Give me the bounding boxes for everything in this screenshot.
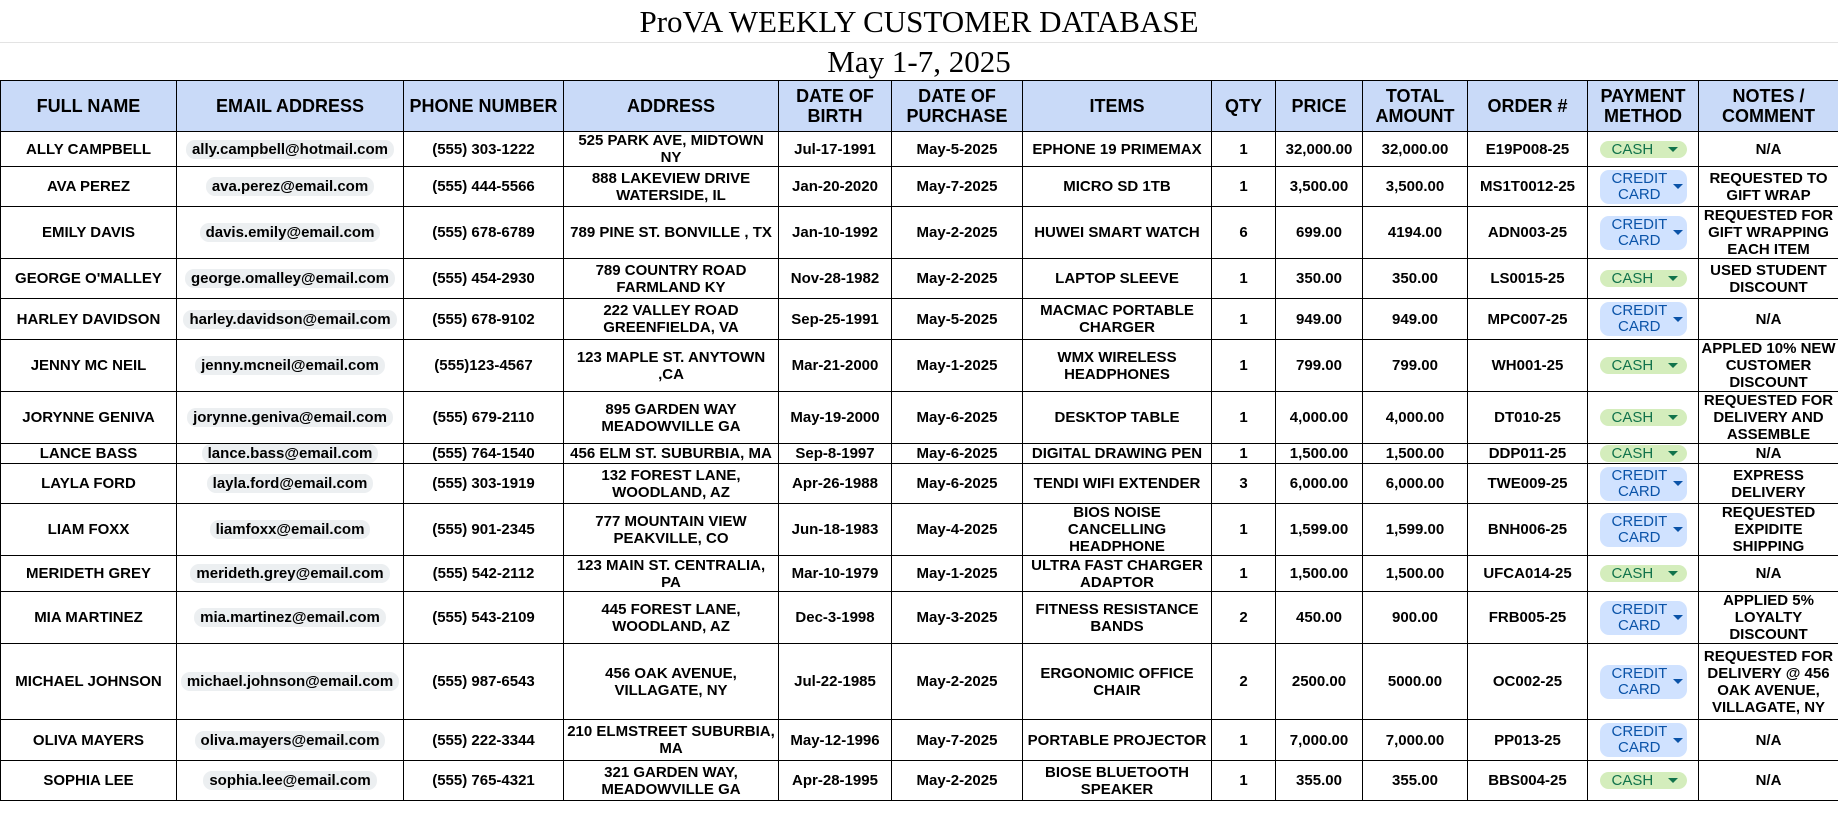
cell-phone[interactable]: (555) 764-1540 bbox=[404, 444, 564, 464]
payment-dropdown[interactable] bbox=[1600, 141, 1687, 158]
cell-qty[interactable]: 6 bbox=[1212, 207, 1276, 259]
cell-total-amount[interactable]: 1,500.00 bbox=[1363, 444, 1468, 464]
cell-price[interactable]: 3,500.00 bbox=[1276, 167, 1363, 207]
cell-payment-method[interactable] bbox=[1588, 464, 1699, 504]
cell-phone[interactable]: (555)123-4567 bbox=[404, 340, 564, 392]
cell-total-amount[interactable]: 32,000.00 bbox=[1363, 132, 1468, 167]
cell-payment-method[interactable] bbox=[1588, 392, 1699, 444]
payment-label: CREDIT CARD bbox=[1611, 723, 1668, 756]
payment-label: CREDIT CARD bbox=[1611, 215, 1668, 249]
cell-price[interactable]: 1,500.00 bbox=[1276, 556, 1363, 592]
cell-payment-method[interactable] bbox=[1588, 444, 1699, 464]
cell-address[interactable]: 789 COUNTRY ROAD FARMLAND KY bbox=[564, 259, 779, 299]
cell-phone[interactable]: (555) 987-6543 bbox=[404, 644, 564, 720]
cell-qty[interactable]: 1 bbox=[1212, 392, 1276, 444]
cell-order-number[interactable]: BBS004-25 bbox=[1468, 761, 1588, 801]
cell-date-of-birth[interactable]: Mar-21-2000 bbox=[779, 340, 892, 392]
cell-order-number[interactable]: MS1T0012-25 bbox=[1468, 167, 1588, 207]
cell-items[interactable]: PORTABLE PROJECTOR bbox=[1023, 720, 1212, 761]
cell-qty[interactable]: 1 bbox=[1212, 340, 1276, 392]
dropdown-arrow-icon[interactable] bbox=[1673, 230, 1683, 235]
cell-qty[interactable]: 2 bbox=[1212, 592, 1276, 644]
table-row bbox=[1, 504, 1838, 556]
dropdown-arrow-icon[interactable] bbox=[1668, 451, 1678, 456]
cell-email[interactable] bbox=[177, 392, 404, 444]
cell-order-number[interactable]: DDP011-25 bbox=[1468, 444, 1588, 464]
cell-price[interactable]: 699.00 bbox=[1276, 207, 1363, 259]
cell-address[interactable]: 123 MAPLE ST. ANYTOWN ,CA bbox=[564, 340, 779, 392]
email-chip[interactable]: jenny.mcneil@email.com bbox=[195, 356, 385, 375]
cell-price[interactable]: 799.00 bbox=[1276, 340, 1363, 392]
cell-phone[interactable]: (555) 444-5566 bbox=[404, 167, 564, 207]
payment-label: CREDIT CARD bbox=[1611, 512, 1668, 546]
cell-date-of-purchase[interactable]: May-7-2025 bbox=[892, 167, 1023, 207]
payment-dropdown[interactable] bbox=[1600, 665, 1687, 699]
cell-email[interactable] bbox=[177, 207, 404, 259]
cell-notes[interactable]: EXPRESS DELIVERY bbox=[1699, 464, 1838, 504]
cell-date-of-birth[interactable]: Apr-26-1988 bbox=[779, 464, 892, 504]
cell-total-amount[interactable]: 949.00 bbox=[1363, 299, 1468, 340]
payment-label: CREDIT CARD bbox=[1611, 302, 1668, 335]
cell-full-name[interactable]: MIA MARTINEZ bbox=[1, 592, 177, 644]
cell-notes[interactable]: N/A bbox=[1699, 444, 1838, 464]
cell-total-amount[interactable]: 3,500.00 bbox=[1363, 167, 1468, 207]
payment-dropdown[interactable] bbox=[1600, 772, 1687, 789]
cell-full-name[interactable]: JORYNNE GENIVA bbox=[1, 392, 177, 444]
payment-dropdown[interactable] bbox=[1600, 467, 1687, 501]
cell-notes[interactable]: REQUESTED FOR DELIVERY AND ASSEMBLE bbox=[1699, 392, 1838, 444]
cell-items[interactable]: LAPTOP SLEEVE bbox=[1023, 259, 1212, 299]
table-row bbox=[1, 392, 1838, 444]
cell-qty[interactable]: 2 bbox=[1212, 644, 1276, 720]
cell-email[interactable] bbox=[177, 592, 404, 644]
email-chip[interactable]: merideth.grey@email.com bbox=[190, 564, 389, 583]
email-chip[interactable]: davis.emily@email.com bbox=[200, 223, 381, 242]
table-row bbox=[1, 592, 1838, 644]
cell-total-amount[interactable]: 1,500.00 bbox=[1363, 556, 1468, 592]
cell-qty[interactable]: 1 bbox=[1212, 504, 1276, 556]
cell-price[interactable]: 4,000.00 bbox=[1276, 392, 1363, 444]
header-total-amount[interactable]: TOTAL AMOUNT bbox=[1363, 81, 1468, 132]
payment-dropdown[interactable] bbox=[1600, 513, 1687, 547]
email-chip[interactable]: ally.campbell@hotmail.com bbox=[186, 140, 394, 159]
cell-date-of-purchase[interactable]: May-2-2025 bbox=[892, 259, 1023, 299]
cell-date-of-birth[interactable]: Jan-10-1992 bbox=[779, 207, 892, 259]
header-price[interactable]: PRICE bbox=[1276, 81, 1363, 132]
dropdown-arrow-icon[interactable] bbox=[1673, 317, 1683, 322]
header-items[interactable]: ITEMS bbox=[1023, 81, 1212, 132]
cell-date-of-purchase[interactable]: May-2-2025 bbox=[892, 644, 1023, 720]
cell-notes[interactable]: REQUESTED FOR DELIVERY @ 456 OAK AVENUE, VILLAGATE, NY bbox=[1699, 644, 1838, 720]
cell-date-of-birth[interactable]: Jul-17-1991 bbox=[779, 132, 892, 167]
cell-notes[interactable]: N/A bbox=[1699, 299, 1838, 340]
table-row bbox=[1, 444, 1838, 464]
cell-email[interactable] bbox=[177, 132, 404, 167]
cell-email[interactable] bbox=[177, 444, 404, 464]
cell-items[interactable]: TENDI WIFI EXTENDER bbox=[1023, 464, 1212, 504]
email-chip[interactable]: sophia.lee@email.com bbox=[203, 771, 376, 790]
cell-order-number[interactable]: E19P008-25 bbox=[1468, 132, 1588, 167]
payment-label: CASH bbox=[1611, 140, 1654, 158]
cell-qty[interactable]: 1 bbox=[1212, 720, 1276, 761]
cell-price[interactable]: 7,000.00 bbox=[1276, 720, 1363, 761]
cell-price[interactable]: 6,000.00 bbox=[1276, 464, 1363, 504]
cell-email[interactable] bbox=[177, 504, 404, 556]
cell-total-amount[interactable]: 900.00 bbox=[1363, 592, 1468, 644]
cell-price[interactable]: 355.00 bbox=[1276, 761, 1363, 801]
cell-full-name[interactable]: LIAM FOXX bbox=[1, 504, 177, 556]
cell-full-name[interactable]: AVA PEREZ bbox=[1, 167, 177, 207]
dropdown-arrow-icon[interactable] bbox=[1673, 679, 1683, 684]
header-notes[interactable]: NOTES / COMMENT bbox=[1699, 81, 1838, 132]
cell-date-of-purchase[interactable]: May-5-2025 bbox=[892, 132, 1023, 167]
cell-date-of-purchase[interactable]: May-6-2025 bbox=[892, 392, 1023, 444]
dropdown-arrow-icon[interactable] bbox=[1673, 481, 1683, 486]
cell-total-amount[interactable]: 1,599.00 bbox=[1363, 504, 1468, 556]
cell-full-name[interactable]: MICHAEL JOHNSON bbox=[1, 644, 177, 720]
payment-dropdown[interactable] bbox=[1600, 601, 1687, 635]
cell-full-name[interactable]: LAYLA FORD bbox=[1, 464, 177, 504]
sheet-title[interactable]: ProVA WEEKLY CUSTOMER DATABASE bbox=[639, 4, 1199, 39]
cell-address[interactable]: 895 GARDEN WAY MEADOWVILLE GA bbox=[564, 392, 779, 444]
cell-total-amount[interactable]: 799.00 bbox=[1363, 340, 1468, 392]
customer-table bbox=[0, 80, 1838, 801]
cell-payment-method[interactable] bbox=[1588, 207, 1699, 259]
cell-address[interactable]: 132 FOREST LANE, WOODLAND, AZ bbox=[564, 464, 779, 504]
cell-order-number[interactable]: ADN003-25 bbox=[1468, 207, 1588, 259]
payment-label: CREDIT CARD bbox=[1611, 600, 1668, 634]
cell-order-number[interactable]: UFCA014-25 bbox=[1468, 556, 1588, 592]
cell-order-number[interactable]: LS0015-25 bbox=[1468, 259, 1588, 299]
dropdown-arrow-icon[interactable] bbox=[1668, 415, 1678, 420]
cell-order-number[interactable]: OC002-25 bbox=[1468, 644, 1588, 720]
cell-date-of-birth[interactable]: Jul-22-1985 bbox=[779, 644, 892, 720]
cell-total-amount[interactable]: 4194.00 bbox=[1363, 207, 1468, 259]
cell-items[interactable]: ERGONOMIC OFFICE CHAIR bbox=[1023, 644, 1212, 720]
email-chip[interactable]: mia.martinez@email.com bbox=[194, 608, 386, 627]
cell-email[interactable] bbox=[177, 259, 404, 299]
title-row bbox=[0, 0, 1838, 43]
header-date-of-birth[interactable]: DATE OF BIRTH bbox=[779, 81, 892, 132]
header-email[interactable]: EMAIL ADDRESS bbox=[177, 81, 404, 132]
table-row bbox=[1, 556, 1838, 592]
dropdown-arrow-icon[interactable] bbox=[1673, 738, 1683, 743]
dropdown-arrow-icon[interactable] bbox=[1668, 363, 1678, 368]
cell-order-number[interactable]: FRB005-25 bbox=[1468, 592, 1588, 644]
cell-address[interactable]: 456 ELM ST. SUBURBIA, MA bbox=[564, 444, 779, 464]
cell-full-name[interactable]: HARLEY DAVIDSON bbox=[1, 299, 177, 340]
cell-order-number[interactable]: DT010-25 bbox=[1468, 392, 1588, 444]
header-full-name[interactable]: FULL NAME bbox=[1, 81, 177, 132]
cell-phone[interactable]: (555) 303-1919 bbox=[404, 464, 564, 504]
header-address[interactable]: ADDRESS bbox=[564, 81, 779, 132]
cell-payment-method[interactable] bbox=[1588, 644, 1699, 720]
dropdown-arrow-icon[interactable] bbox=[1668, 276, 1678, 281]
cell-date-of-purchase[interactable]: May-6-2025 bbox=[892, 464, 1023, 504]
cell-date-of-birth[interactable]: Mar-10-1979 bbox=[779, 556, 892, 592]
sheet-subtitle[interactable]: May 1-7, 2025 bbox=[827, 44, 1011, 79]
cell-email[interactable] bbox=[177, 644, 404, 720]
cell-payment-method[interactable] bbox=[1588, 132, 1699, 167]
cell-full-name[interactable]: EMILY DAVIS bbox=[1, 207, 177, 259]
cell-total-amount[interactable]: 5000.00 bbox=[1363, 644, 1468, 720]
cell-notes[interactable]: REQUESTED FOR GIFT WRAPPING EACH ITEM bbox=[1699, 207, 1838, 259]
payment-label: CREDIT CARD bbox=[1611, 664, 1668, 698]
table-row bbox=[1, 761, 1838, 801]
dropdown-arrow-icon[interactable] bbox=[1668, 778, 1678, 783]
payment-dropdown[interactable] bbox=[1600, 302, 1687, 336]
header-order-number[interactable]: ORDER # bbox=[1468, 81, 1588, 132]
cell-date-of-purchase[interactable]: May-2-2025 bbox=[892, 761, 1023, 801]
cell-total-amount[interactable]: 355.00 bbox=[1363, 761, 1468, 801]
cell-order-number[interactable]: PP013-25 bbox=[1468, 720, 1588, 761]
cell-date-of-birth[interactable]: Jan-20-2020 bbox=[779, 167, 892, 207]
cell-full-name[interactable]: MERIDETH GREY bbox=[1, 556, 177, 592]
table-row bbox=[1, 340, 1838, 392]
cell-email[interactable] bbox=[177, 720, 404, 761]
cell-address[interactable]: 222 VALLEY ROAD GREENFIELDA, VA bbox=[564, 299, 779, 340]
payment-label: CASH bbox=[1611, 772, 1654, 789]
email-chip[interactable]: liamfoxx@email.com bbox=[210, 520, 371, 539]
cell-order-number[interactable]: BNH006-25 bbox=[1468, 504, 1588, 556]
payment-label: CASH bbox=[1611, 270, 1654, 287]
cell-date-of-birth[interactable]: Sep-25-1991 bbox=[779, 299, 892, 340]
cell-date-of-purchase[interactable]: May-5-2025 bbox=[892, 299, 1023, 340]
cell-price[interactable]: 1,500.00 bbox=[1276, 444, 1363, 464]
payment-dropdown[interactable] bbox=[1600, 723, 1687, 757]
cell-order-number[interactable]: TWE009-25 bbox=[1468, 464, 1588, 504]
email-chip[interactable]: oliva.mayers@email.com bbox=[195, 731, 386, 750]
header-payment-method[interactable]: PAYMENT METHOD bbox=[1588, 81, 1699, 132]
cell-items[interactable]: MICRO SD 1TB bbox=[1023, 167, 1212, 207]
cell-date-of-purchase[interactable]: May-3-2025 bbox=[892, 592, 1023, 644]
cell-items[interactable]: DIGITAL DRAWING PEN bbox=[1023, 444, 1212, 464]
cell-qty[interactable]: 1 bbox=[1212, 259, 1276, 299]
payment-dropdown[interactable] bbox=[1600, 170, 1687, 204]
email-chip[interactable]: ava.perez@email.com bbox=[206, 177, 374, 196]
cell-address[interactable]: 123 MAIN ST. CENTRALIA, PA bbox=[564, 556, 779, 592]
cell-items[interactable]: MACMAC PORTABLE CHARGER bbox=[1023, 299, 1212, 340]
cell-qty[interactable]: 1 bbox=[1212, 299, 1276, 340]
cell-qty[interactable]: 3 bbox=[1212, 464, 1276, 504]
cell-address[interactable]: 888 LAKEVIEW DRIVE WATERSIDE, IL bbox=[564, 167, 779, 207]
cell-date-of-birth[interactable]: Apr-28-1995 bbox=[779, 761, 892, 801]
cell-email[interactable] bbox=[177, 761, 404, 801]
cell-payment-method[interactable] bbox=[1588, 592, 1699, 644]
cell-email[interactable] bbox=[177, 167, 404, 207]
cell-phone[interactable]: (555) 678-6789 bbox=[404, 207, 564, 259]
payment-label: CREDIT CARD bbox=[1611, 169, 1668, 203]
cell-address[interactable]: 777 MOUNTAIN VIEW PEAKVILLE, CO bbox=[564, 504, 779, 556]
cell-total-amount[interactable]: 4,000.00 bbox=[1363, 392, 1468, 444]
cell-date-of-birth[interactable]: May-19-2000 bbox=[779, 392, 892, 444]
cell-full-name[interactable]: GEORGE O'MALLEY bbox=[1, 259, 177, 299]
cell-qty[interactable]: 1 bbox=[1212, 761, 1276, 801]
cell-notes[interactable]: N/A bbox=[1699, 720, 1838, 761]
cell-phone[interactable]: (555) 542-2112 bbox=[404, 556, 564, 592]
cell-payment-method[interactable] bbox=[1588, 556, 1699, 592]
cell-payment-method[interactable] bbox=[1588, 259, 1699, 299]
cell-payment-method[interactable] bbox=[1588, 167, 1699, 207]
cell-date-of-birth[interactable]: Jun-18-1983 bbox=[779, 504, 892, 556]
cell-date-of-purchase[interactable]: May-2-2025 bbox=[892, 207, 1023, 259]
cell-qty[interactable]: 1 bbox=[1212, 167, 1276, 207]
header-row bbox=[1, 81, 1838, 132]
cell-items[interactable]: ULTRA FAST CHARGER ADAPTOR bbox=[1023, 556, 1212, 592]
cell-notes[interactable]: APPLED 10% NEW CUSTOMER DISCOUNT bbox=[1699, 340, 1838, 392]
cell-payment-method[interactable] bbox=[1588, 299, 1699, 340]
cell-payment-method[interactable] bbox=[1588, 340, 1699, 392]
cell-email[interactable] bbox=[177, 556, 404, 592]
cell-notes[interactable]: REQUESTED EXPIDITE SHIPPING bbox=[1699, 504, 1838, 556]
cell-address[interactable]: 789 PINE ST. BONVILLE , TX bbox=[564, 207, 779, 259]
email-chip[interactable]: george.omalley@email.com bbox=[185, 269, 395, 288]
table-row bbox=[1, 299, 1838, 340]
cell-items[interactable]: WMX WIRELESS HEADPHONES bbox=[1023, 340, 1212, 392]
cell-payment-method[interactable] bbox=[1588, 504, 1699, 556]
cell-items[interactable]: HUWEI SMART WATCH bbox=[1023, 207, 1212, 259]
cell-total-amount[interactable]: 6,000.00 bbox=[1363, 464, 1468, 504]
cell-date-of-purchase[interactable]: May-6-2025 bbox=[892, 444, 1023, 464]
payment-label: CASH bbox=[1611, 565, 1654, 582]
cell-price[interactable]: 350.00 bbox=[1276, 259, 1363, 299]
table-row bbox=[1, 259, 1838, 299]
email-chip[interactable]: michael.johnson@email.com bbox=[181, 672, 399, 691]
cell-address[interactable]: 445 FOREST LANE, WOODLAND, AZ bbox=[564, 592, 779, 644]
cell-phone[interactable]: (555) 543-2109 bbox=[404, 592, 564, 644]
payment-dropdown[interactable] bbox=[1600, 270, 1687, 287]
header-date-of-purchase[interactable]: DATE OF PURCHASE bbox=[892, 81, 1023, 132]
cell-phone[interactable]: (555) 454-2930 bbox=[404, 259, 564, 299]
cell-payment-method[interactable] bbox=[1588, 761, 1699, 801]
table-row bbox=[1, 720, 1838, 761]
cell-items[interactable]: BIOSE BLUETOOTH SPEAKER bbox=[1023, 761, 1212, 801]
table-row bbox=[1, 132, 1838, 167]
dropdown-arrow-icon[interactable] bbox=[1673, 615, 1683, 620]
cell-date-of-purchase[interactable]: May-1-2025 bbox=[892, 556, 1023, 592]
cell-date-of-birth[interactable]: Sep-8-1997 bbox=[779, 444, 892, 464]
header-phone[interactable]: PHONE NUMBER bbox=[404, 81, 564, 132]
cell-price[interactable]: 450.00 bbox=[1276, 592, 1363, 644]
cell-total-amount[interactable]: 350.00 bbox=[1363, 259, 1468, 299]
cell-date-of-purchase[interactable]: May-4-2025 bbox=[892, 504, 1023, 556]
cell-price[interactable]: 1,599.00 bbox=[1276, 504, 1363, 556]
cell-items[interactable]: BIOS NOISE CANCELLING HEADPHONE bbox=[1023, 504, 1212, 556]
cell-phone[interactable]: (555) 679-2110 bbox=[404, 392, 564, 444]
payment-dropdown[interactable] bbox=[1600, 216, 1687, 250]
cell-qty[interactable]: 1 bbox=[1212, 556, 1276, 592]
cell-notes[interactable]: N/A bbox=[1699, 556, 1838, 592]
cell-price[interactable]: 949.00 bbox=[1276, 299, 1363, 340]
cell-phone[interactable]: (555) 901-2345 bbox=[404, 504, 564, 556]
cell-phone[interactable]: (555) 678-9102 bbox=[404, 299, 564, 340]
cell-full-name[interactable]: JENNY MC NEIL bbox=[1, 340, 177, 392]
cell-notes[interactable]: REQUESTED TO GIFT WRAP bbox=[1699, 167, 1838, 207]
cell-price[interactable]: 32,000.00 bbox=[1276, 132, 1363, 167]
cell-date-of-purchase[interactable]: May-1-2025 bbox=[892, 340, 1023, 392]
cell-order-number[interactable]: WH001-25 bbox=[1468, 340, 1588, 392]
cell-phone[interactable]: (555) 765-4321 bbox=[404, 761, 564, 801]
payment-label: CREDIT CARD bbox=[1611, 466, 1668, 500]
cell-notes[interactable]: APPLIED 5% LOYALTY DISCOUNT bbox=[1699, 592, 1838, 644]
header-qty[interactable]: QTY bbox=[1212, 81, 1276, 132]
payment-label: CASH bbox=[1611, 357, 1654, 374]
cell-email[interactable] bbox=[177, 340, 404, 392]
cell-full-name[interactable]: ALLY CAMPBELL bbox=[1, 132, 177, 167]
email-chip[interactable]: lance.bass@email.com bbox=[202, 444, 379, 463]
cell-order-number[interactable]: MPC007-25 bbox=[1468, 299, 1588, 340]
cell-qty[interactable]: 1 bbox=[1212, 132, 1276, 167]
cell-phone[interactable]: (555) 303-1222 bbox=[404, 132, 564, 167]
cell-address[interactable]: 210 ELMSTREET SUBURBIA, MA bbox=[564, 720, 779, 761]
cell-items[interactable]: DESKTOP TABLE bbox=[1023, 392, 1212, 444]
cell-full-name[interactable]: SOPHIA LEE bbox=[1, 761, 177, 801]
payment-label: CASH bbox=[1611, 445, 1654, 462]
payment-dropdown[interactable] bbox=[1600, 357, 1687, 374]
subtitle-row bbox=[0, 42, 1838, 80]
table-row bbox=[1, 207, 1838, 259]
cell-qty[interactable]: 1 bbox=[1212, 444, 1276, 464]
payment-label: CASH bbox=[1611, 409, 1654, 426]
cell-notes[interactable]: N/A bbox=[1699, 132, 1838, 167]
cell-date-of-birth[interactable]: Dec-3-1998 bbox=[779, 592, 892, 644]
cell-items[interactable]: FITNESS RESISTANCE BANDS bbox=[1023, 592, 1212, 644]
dropdown-arrow-icon[interactable] bbox=[1673, 527, 1683, 532]
cell-date-of-birth[interactable]: Nov-28-1982 bbox=[779, 259, 892, 299]
cell-date-of-birth[interactable]: May-12-1996 bbox=[779, 720, 892, 761]
cell-total-amount[interactable]: 7,000.00 bbox=[1363, 720, 1468, 761]
cell-address[interactable]: 321 GARDEN WAY, MEADOWVILLE GA bbox=[564, 761, 779, 801]
dropdown-arrow-icon[interactable] bbox=[1668, 147, 1678, 152]
email-chip[interactable]: harley.davidson@email.com bbox=[183, 310, 396, 329]
dropdown-arrow-icon[interactable] bbox=[1673, 184, 1683, 189]
cell-payment-method[interactable] bbox=[1588, 720, 1699, 761]
payment-dropdown[interactable] bbox=[1600, 565, 1687, 582]
table-row bbox=[1, 644, 1838, 720]
cell-price[interactable]: 2500.00 bbox=[1276, 644, 1363, 720]
table-row bbox=[1, 464, 1838, 504]
email-chip[interactable]: jorynne.geniva@email.com bbox=[187, 408, 393, 427]
cell-full-name[interactable]: OLIVA MAYERS bbox=[1, 720, 177, 761]
cell-items[interactable]: EPHONE 19 PRIMEMAX bbox=[1023, 132, 1212, 167]
cell-email[interactable] bbox=[177, 299, 404, 340]
cell-notes[interactable]: N/A bbox=[1699, 761, 1838, 801]
table-row bbox=[1, 167, 1838, 207]
cell-address[interactable]: 456 OAK AVENUE, VILLAGATE, NY bbox=[564, 644, 779, 720]
cell-date-of-purchase[interactable]: May-7-2025 bbox=[892, 720, 1023, 761]
dropdown-arrow-icon[interactable] bbox=[1668, 571, 1678, 576]
payment-dropdown[interactable] bbox=[1600, 409, 1687, 426]
payment-dropdown[interactable] bbox=[1600, 445, 1687, 462]
cell-address[interactable]: 525 PARK AVE, MIDTOWN NY bbox=[564, 132, 779, 167]
email-chip[interactable]: layla.ford@email.com bbox=[207, 474, 374, 493]
cell-email[interactable] bbox=[177, 464, 404, 504]
cell-phone[interactable]: (555) 222-3344 bbox=[404, 720, 564, 761]
cell-full-name[interactable]: LANCE BASS bbox=[1, 444, 177, 464]
cell-notes[interactable]: USED STUDENT DISCOUNT bbox=[1699, 259, 1838, 299]
